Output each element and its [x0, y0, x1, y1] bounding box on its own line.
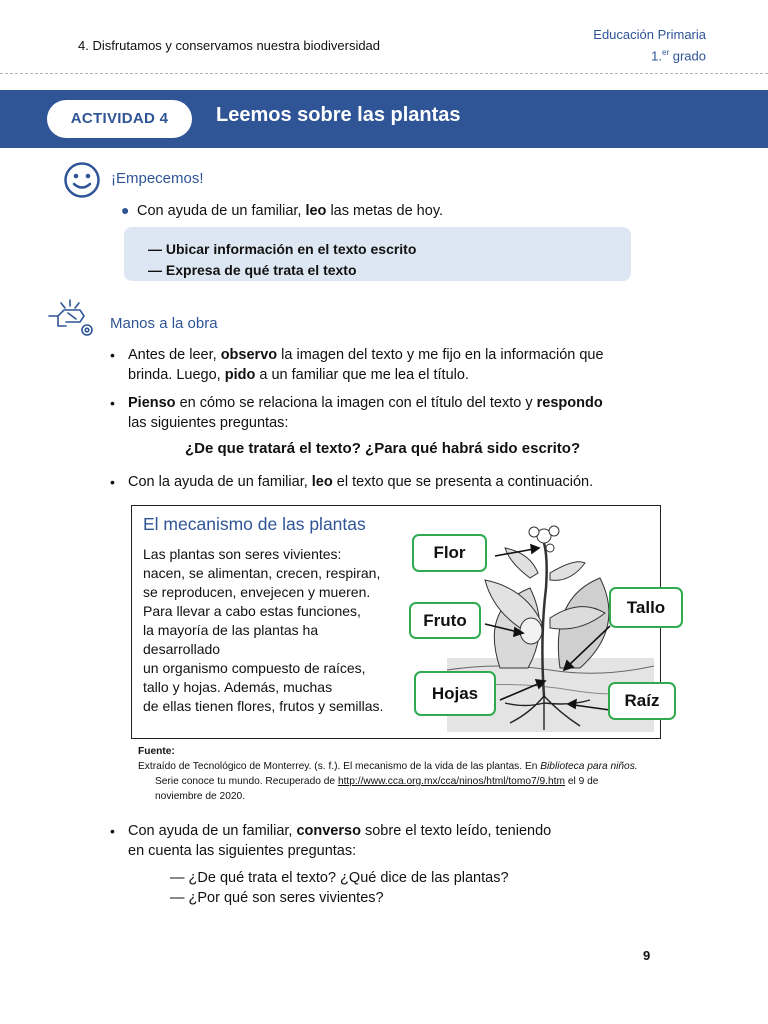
- text-run: Con la ayuda de un familiar,: [128, 474, 312, 490]
- smiley-icon: [63, 161, 101, 199]
- goal-item: [148, 241, 416, 257]
- text-run-bold: leo: [311, 474, 333, 490]
- source-line-1: [138, 759, 660, 774]
- final-bullet: [110, 821, 670, 861]
- final-question: [170, 868, 509, 888]
- label-raiz: Raíz: [608, 682, 676, 720]
- guiding-question: ¿De que tratará el texto? ¿Para qué habrá sido escrito?: [185, 440, 581, 457]
- text-run: el 9 de: [564, 776, 599, 787]
- start-bullet: [121, 201, 444, 221]
- reading-line: nacen, se alimentan, crecen, respiran,: [143, 565, 381, 581]
- reading-line: tallo y hojas. Además, muchas: [143, 679, 333, 695]
- bullet-text: [128, 345, 670, 365]
- goal-text: Expresa de qué trata el texto: [165, 262, 357, 278]
- bullet-text: [128, 472, 670, 492]
- header-divider: [0, 73, 768, 74]
- text-run: Con ayuda de un familiar,: [128, 823, 297, 839]
- source-line-2: [155, 774, 661, 789]
- work-bullet-2: [110, 393, 670, 433]
- bullet-text: [128, 821, 670, 841]
- reading-line: de ellas tienen flores, frutos y semillas.: [143, 698, 384, 714]
- text-run: en cómo se relaciona la imagen con el título del texto y: [175, 395, 537, 411]
- grade-number: 1.: [651, 48, 662, 64]
- text-run: Extraído de Tecnológico de Monterrey. (s. f.). El mecanismo de la vida de las plantas. En: [138, 761, 541, 772]
- text-run: Serie conoce tu mundo. Recuperado de: [155, 776, 338, 787]
- goals-box: [124, 227, 631, 281]
- dash-icon: —: [148, 241, 166, 257]
- grade-word: grado: [672, 48, 706, 64]
- text-run-bold: leo: [305, 203, 327, 219]
- dash-icon: —: [170, 890, 189, 906]
- bullet-icon: •: [110, 395, 115, 411]
- text-run-bold: observo: [220, 347, 278, 363]
- text-run: a un familiar que me lea el título.: [255, 367, 469, 383]
- question-text: ¿Por qué son seres vivientes?: [188, 890, 384, 906]
- bullet-icon: •: [110, 474, 115, 490]
- level-text: Educación Primaria: [593, 27, 706, 42]
- hand-tool-icon: [46, 298, 98, 340]
- education-level: [593, 26, 706, 65]
- grade-suffix: er: [662, 48, 670, 57]
- label-tallo: Tallo: [609, 587, 683, 628]
- goal-text: Ubicar información en el texto escrito: [165, 241, 417, 257]
- dash-icon: —: [170, 870, 189, 886]
- text-run: Antes de leer,: [128, 347, 221, 363]
- activity-title: Leemos sobre las plantas: [216, 104, 461, 126]
- question-text: ¿De qué trata el texto? ¿Qué dice de las plantas?: [188, 870, 509, 886]
- start-bullet-text: [137, 203, 443, 219]
- text-run-bold: respondo: [536, 395, 603, 411]
- goal-item: [148, 262, 357, 278]
- source-line-3: noviembre de 2020.: [155, 791, 246, 802]
- text-run-italic: Biblioteca para niños.: [540, 761, 638, 772]
- reading-line: Las plantas son seres vivientes:: [143, 546, 342, 562]
- bullet-text: [128, 393, 670, 413]
- text-run-bold: Pienso: [128, 395, 176, 411]
- bullet-icon: ●: [121, 202, 130, 218]
- reading-line: se reproducen, envejecen y mueren.: [143, 584, 371, 600]
- bullet-text: [128, 365, 670, 385]
- start-heading: ¡Empecemos!: [111, 170, 204, 187]
- source-label: Fuente:: [138, 746, 175, 757]
- dash-icon: —: [148, 262, 166, 278]
- reading-title: El mecanismo de las plantas: [143, 514, 366, 534]
- bullet-icon: •: [110, 823, 115, 839]
- work-bullet-3: [110, 472, 670, 492]
- label-hojas: Hojas: [414, 671, 496, 716]
- bullet-text: las siguientes preguntas:: [128, 415, 289, 431]
- text-run: sobre el texto leído, teniendo: [360, 823, 552, 839]
- bullet-icon: •: [110, 347, 115, 363]
- source-url-link[interactable]: http://www.cca.org.mx/cca/ninos/html/tomo7/9.htm: [337, 776, 565, 787]
- reading-line: desarrollado: [143, 641, 221, 657]
- activity-badge: ACTIVIDAD 4: [47, 100, 192, 138]
- bullet-text: en cuenta las siguientes preguntas:: [128, 843, 357, 859]
- text-run: el texto que se presenta a continuación.: [332, 474, 594, 490]
- reading-line: la mayoría de las plantas ha: [143, 622, 319, 638]
- page-number: 9: [643, 948, 651, 963]
- final-question: [170, 888, 384, 908]
- reading-line: Para llevar a cabo estas funciones,: [143, 603, 361, 619]
- text-run-bold: pido: [224, 367, 256, 383]
- reading-line: un organismo compuesto de raíces,: [143, 660, 366, 676]
- reading-box: [131, 505, 666, 739]
- label-flor: Flor: [412, 534, 487, 572]
- work-heading: Manos a la obra: [110, 315, 218, 332]
- unit-title: 4. Disfrutamos y conservamos nuestra biodiversidad: [78, 38, 381, 53]
- work-bullet-1: [110, 345, 670, 385]
- text-run: Con ayuda de un familiar,: [137, 203, 306, 219]
- text-run: brinda. Luego,: [128, 367, 225, 383]
- text-run-bold: converso: [296, 823, 361, 839]
- text-run: las metas de hoy.: [326, 203, 444, 219]
- grade-text: [593, 44, 706, 65]
- label-fruto: Fruto: [409, 602, 481, 639]
- text-run: la imagen del texto y me fijo en la información que: [277, 347, 604, 363]
